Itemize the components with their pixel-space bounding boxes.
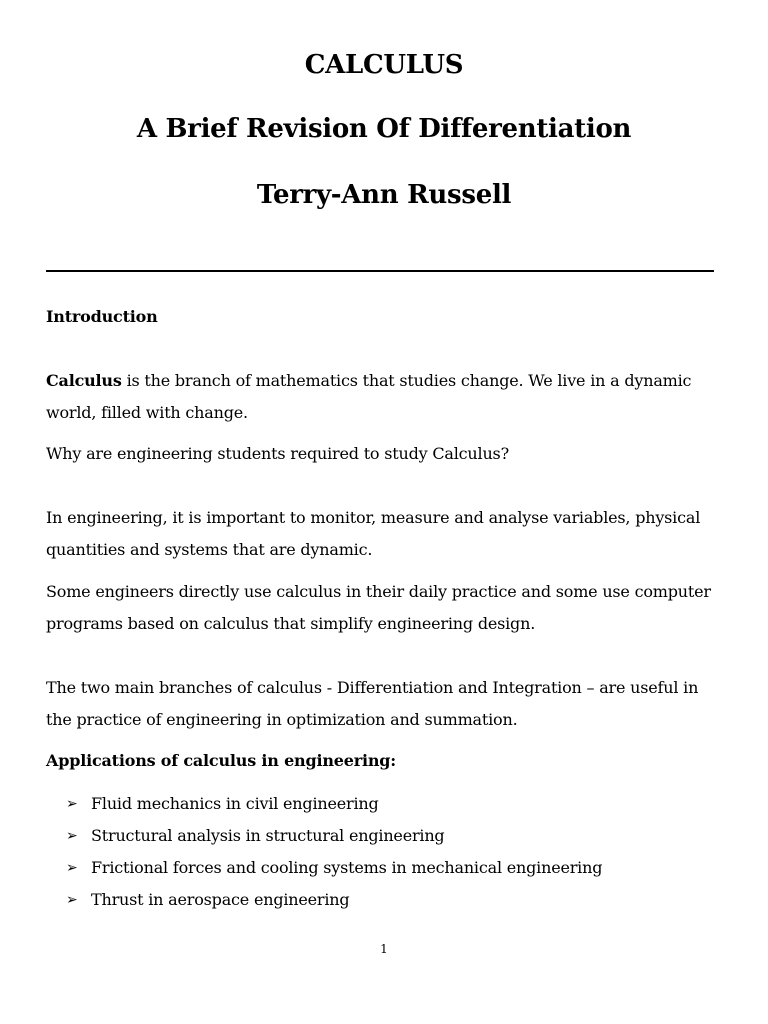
paragraph-why-question: Why are engineering students required to study Calculus? <box>46 444 509 463</box>
document-subtitle: A Brief Revision Of Differentiation <box>136 114 632 144</box>
list-item: ➢ Thrust in aerospace engineering <box>66 884 602 916</box>
calculus-definition-text: is the branch of mathematics that studies change. We live in a dynamic world, filled with change. <box>46 371 692 422</box>
arrow-bullet-icon: ➢ <box>66 828 78 844</box>
arrow-bullet-icon: ➢ <box>66 796 78 812</box>
paragraph-engineers-use: Some engineers directly use calculus in their daily practice and some use computer programs based on calculus that simplify engineering design. <box>46 582 711 633</box>
calculus-term: Calculus <box>46 371 122 390</box>
list-item: ➢ Fluid mechanics in civil engineering <box>66 788 602 820</box>
list-item: ➢ Frictional forces and cooling systems in mechanical engineering <box>66 852 602 884</box>
applications-list <box>66 788 602 916</box>
section-heading-applications: Applications of calculus in engineering: <box>46 751 396 770</box>
horizontal-divider <box>46 270 714 272</box>
paragraph-branches: The two main branches of calculus - Differentiation and Integration – are useful in the practice of engineering in optimization and summation. <box>46 678 699 729</box>
list-item: ➢ Structural analysis in structural engineering <box>66 820 602 852</box>
document-author: Terry-Ann Russell <box>256 180 512 210</box>
arrow-bullet-icon: ➢ <box>66 860 78 876</box>
document-title: CALCULUS <box>304 50 464 80</box>
arrow-bullet-icon: ➢ <box>66 892 78 908</box>
page-number: 1 <box>380 942 388 956</box>
paragraph-calculus-definition <box>46 365 726 429</box>
section-heading-introduction: Introduction <box>46 307 158 326</box>
paragraph-monitoring: In engineering, it is important to monitor, measure and analyse variables, physical quantities and systems that are dynamic. <box>46 508 701 559</box>
